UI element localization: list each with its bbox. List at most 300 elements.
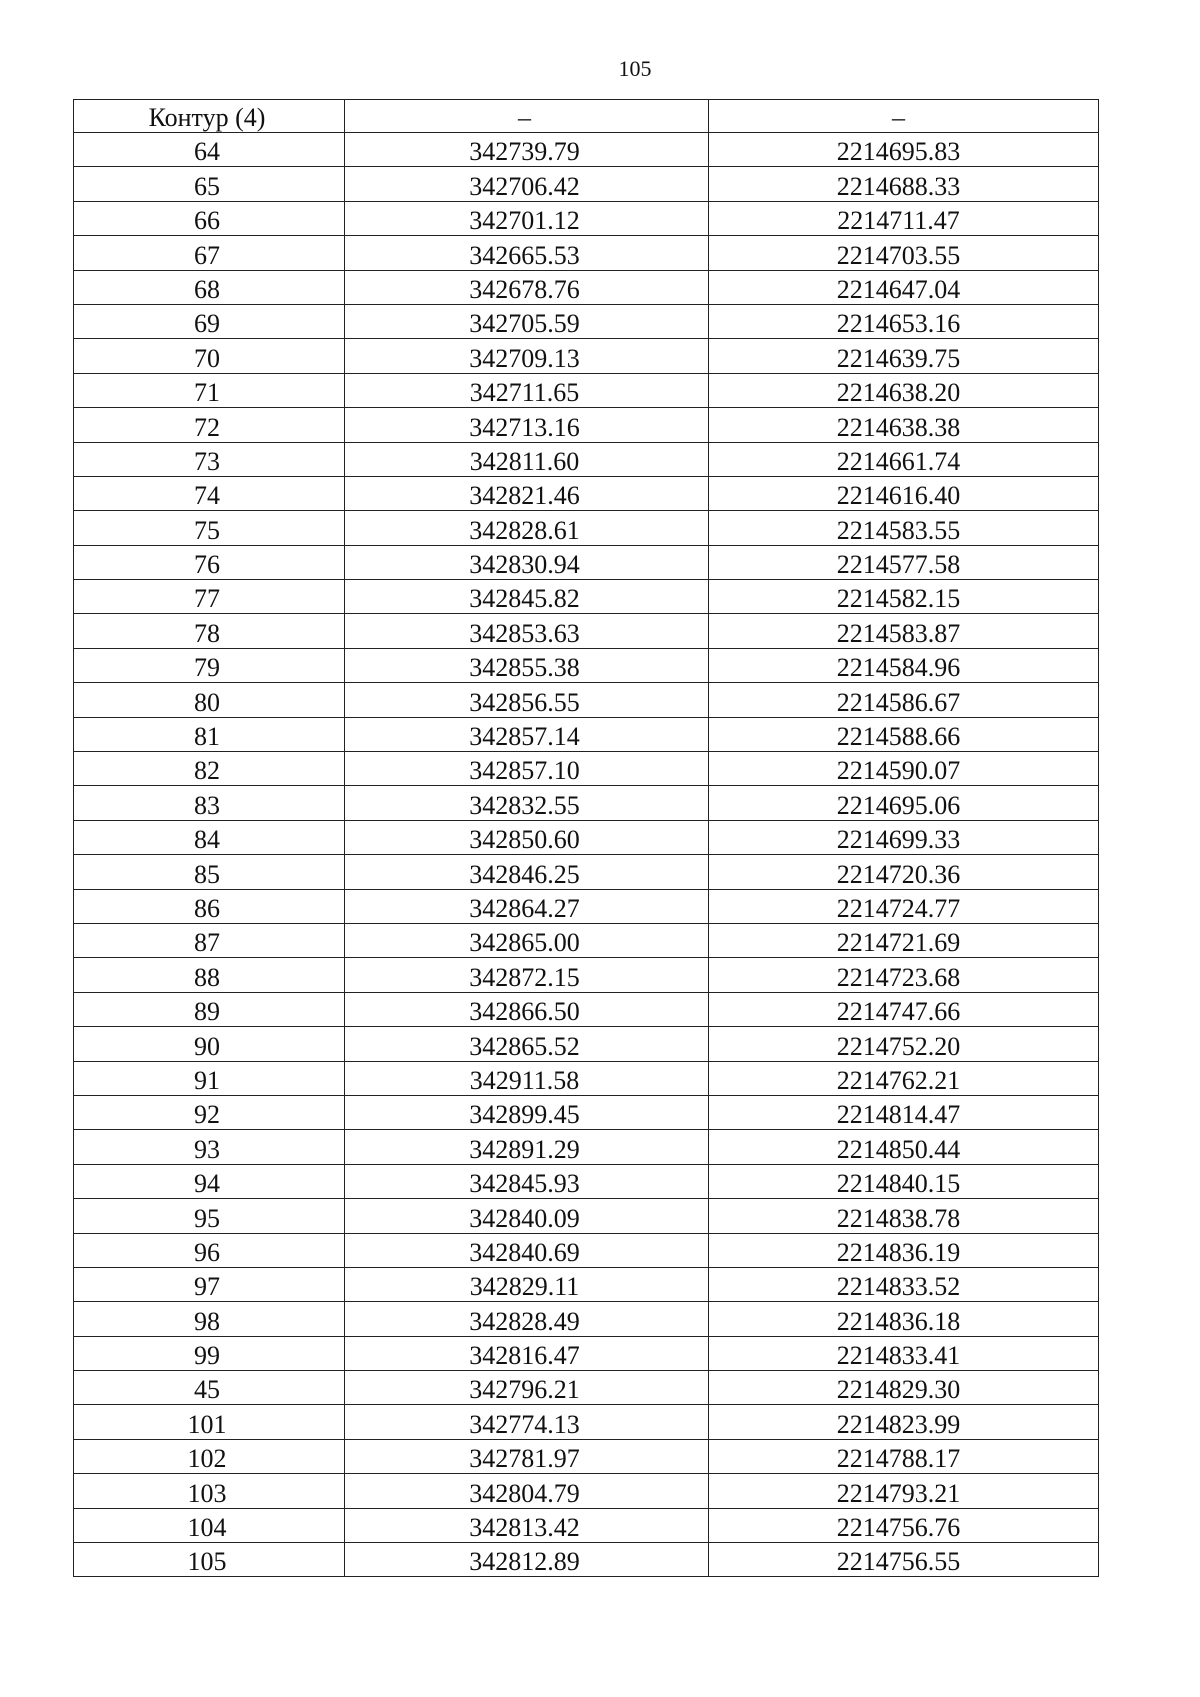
table-row [74,958,1099,992]
point-number-cell [74,923,345,957]
table-row [74,373,1099,407]
point-number: 65 [194,171,220,201]
table-row [74,1405,1099,1439]
coordinate-y-cell [709,408,1099,442]
table-row [74,1267,1099,1301]
table-row [74,648,1099,682]
coordinate-x: 342711.65 [469,378,580,408]
point-number-cell [74,1302,345,1336]
point-number-cell [74,889,345,923]
table-row [74,1543,1099,1577]
point-number-cell [74,786,345,820]
coordinate-x: 342804.79 [469,1478,580,1508]
point-number: 79 [194,653,220,683]
point-number: 84 [194,825,220,855]
table-row [74,1233,1099,1267]
table-row [74,167,1099,201]
coordinate-y: 2214850.44 [836,1134,961,1164]
point-number: 72 [194,412,220,442]
point-number-cell [74,1130,345,1164]
coordinate-x-cell [345,545,709,579]
point-number-cell [74,1543,345,1577]
coordinate-y: 2214661.74 [836,446,961,476]
header-label-contour: Контур (4) [148,103,266,132]
coordinate-x-cell [345,717,709,751]
coordinate-y: 2214583.55 [836,515,961,545]
table-row [74,923,1099,957]
point-number-cell [74,717,345,751]
point-number-cell [74,304,345,338]
coordinate-x: 342813.42 [469,1513,580,1543]
coordinate-x: 342845.93 [469,1169,580,1199]
coordinate-x-cell [345,373,709,407]
point-number: 85 [194,859,220,889]
point-number-cell [74,1095,345,1129]
coordinate-x-cell [345,511,709,545]
point-number: 89 [194,997,220,1027]
table-row [74,580,1099,614]
coordinate-y: 2214577.58 [836,550,961,580]
coordinate-y-cell [709,820,1099,854]
coordinate-x: 342857.14 [469,722,580,752]
coordinate-x: 342857.10 [469,756,580,786]
point-number-cell [74,1336,345,1370]
point-number-cell [74,1405,345,1439]
point-number: 77 [194,584,220,614]
coordinate-y-cell [709,167,1099,201]
coordinate-y-cell [709,717,1099,751]
point-number: 76 [194,550,220,580]
point-number-cell [74,1199,345,1233]
coordinate-x-cell [345,408,709,442]
coordinate-x-cell [345,958,709,992]
table-row [74,889,1099,923]
coordinate-y: 2214833.52 [836,1272,961,1302]
coordinate-y: 2214588.66 [836,722,961,752]
point-number-cell [74,1027,345,1061]
coordinate-y: 2214711.47 [837,206,960,236]
coordinate-x-cell [345,1302,709,1336]
table-row [74,1095,1099,1129]
point-number-cell [74,1061,345,1095]
coordinate-x-cell [345,1439,709,1473]
coordinate-x-cell [345,270,709,304]
point-number: 97 [194,1272,220,1302]
coordinate-x-cell [345,923,709,957]
coordinates-table [73,99,1099,1577]
point-number-cell [74,545,345,579]
page-number: 105 [618,56,652,81]
coordinate-y: 2214582.15 [836,584,961,614]
coordinate-x-cell [345,1508,709,1542]
coordinate-y: 2214721.69 [836,928,961,958]
point-number: 45 [194,1375,220,1405]
coordinate-y: 2214695.06 [836,790,961,820]
coordinate-x: 342828.49 [469,1306,580,1336]
coordinate-y-cell [709,1371,1099,1405]
table-row [74,511,1099,545]
table-row [74,408,1099,442]
coordinate-x-cell [345,1095,709,1129]
point-number: 99 [194,1341,220,1371]
point-number: 73 [194,446,220,476]
coordinate-x-cell [345,820,709,854]
coordinate-y: 2214833.41 [836,1341,961,1371]
coordinate-y: 2214756.55 [836,1547,961,1577]
coordinate-y-cell [709,1095,1099,1129]
table-row [74,1474,1099,1508]
coordinate-x-cell [345,786,709,820]
table-row [74,1371,1099,1405]
coordinate-y: 2214747.66 [836,997,961,1027]
coordinate-y: 2214788.17 [836,1444,961,1474]
coordinate-x-cell [345,339,709,373]
coordinate-y: 2214838.78 [836,1203,961,1233]
coordinate-x: 342891.29 [469,1134,580,1164]
point-number-cell [74,1233,345,1267]
coordinate-x-cell [345,201,709,235]
coordinate-y-cell [709,236,1099,270]
coordinate-x-cell [345,855,709,889]
coordinate-x: 342705.59 [469,309,580,339]
coordinate-x: 342701.12 [469,206,580,236]
coordinate-y: 2214688.33 [836,171,961,201]
coordinate-y-cell [709,1027,1099,1061]
table-row [74,855,1099,889]
point-number-cell [74,339,345,373]
coordinate-x-cell [345,1061,709,1095]
point-number: 68 [194,274,220,304]
coordinate-y-cell [709,1233,1099,1267]
coordinate-y-cell [709,1474,1099,1508]
coordinate-x-cell [345,133,709,167]
coordinate-x: 342665.53 [469,240,580,270]
coordinate-y-cell [709,304,1099,338]
coordinate-y: 2214829.30 [836,1375,961,1405]
table-header-row [74,100,1099,133]
coordinate-x: 342774.13 [469,1409,580,1439]
coordinate-y-cell [709,614,1099,648]
coordinate-y: 2214703.55 [836,240,961,270]
coordinate-y-cell [709,1336,1099,1370]
coordinate-y: 2214836.18 [836,1306,961,1336]
point-number-cell [74,133,345,167]
coordinate-x-cell [345,1543,709,1577]
coordinate-y: 2214647.04 [836,274,961,304]
coordinate-x-cell [345,304,709,338]
point-number-cell [74,373,345,407]
point-number-cell [74,1267,345,1301]
point-number: 104 [187,1513,227,1543]
coordinate-y-cell [709,1439,1099,1473]
coordinate-x-cell [345,614,709,648]
coordinate-y: 2214586.67 [836,687,961,717]
coordinate-x: 342846.25 [469,859,580,889]
coordinate-y-cell [709,580,1099,614]
coordinate-y: 2214720.36 [836,859,961,889]
point-number-cell [74,1371,345,1405]
point-number: 102 [187,1444,227,1474]
table-row [74,1302,1099,1336]
point-number: 98 [194,1306,220,1336]
coordinate-y-cell [709,201,1099,235]
coordinate-y-cell [709,339,1099,373]
point-number-cell [74,442,345,476]
table-row [74,614,1099,648]
point-number: 81 [194,722,220,752]
coordinate-x-cell [345,1233,709,1267]
point-number-cell [74,1439,345,1473]
coordinate-y: 2214814.47 [836,1100,961,1130]
coordinate-y: 2214793.21 [836,1478,961,1508]
coordinate-y-cell [709,752,1099,786]
point-number: 82 [194,756,220,786]
coordinate-y-cell [709,923,1099,957]
point-number: 75 [194,515,220,545]
coordinate-x: 342821.46 [469,481,580,511]
coordinate-y: 2214836.19 [836,1237,961,1267]
point-number-cell [74,614,345,648]
point-number-cell [74,476,345,510]
coordinate-y-cell [709,648,1099,682]
coordinate-x-cell [345,1027,709,1061]
point-number: 78 [194,618,220,648]
coordinate-y: 2214699.33 [836,825,961,855]
table-row [74,1508,1099,1542]
point-number: 80 [194,687,220,717]
table-row [74,442,1099,476]
coordinate-y: 2214616.40 [836,481,961,511]
table-row [74,1027,1099,1061]
point-number-cell [74,683,345,717]
coordinate-x-cell [345,236,709,270]
table-row [74,1199,1099,1233]
coordinate-x: 342850.60 [469,825,580,855]
coordinate-x-cell [345,1199,709,1233]
table-row [74,304,1099,338]
table-row [74,752,1099,786]
header-cell-x [345,100,709,133]
coordinate-y: 2214638.20 [836,378,961,408]
point-number-cell [74,1474,345,1508]
coordinate-x: 342816.47 [469,1341,580,1371]
coordinate-x: 342840.69 [469,1237,580,1267]
point-number-cell [74,408,345,442]
coordinate-x-cell [345,889,709,923]
coordinate-x: 342866.50 [469,997,580,1027]
table-row [74,545,1099,579]
header-cell-contour [74,100,345,133]
point-number: 83 [194,790,220,820]
point-number: 95 [194,1203,220,1233]
table-row [74,1336,1099,1370]
coordinate-x: 342830.94 [469,550,580,580]
coordinate-y-cell [709,1543,1099,1577]
coordinate-y-cell [709,511,1099,545]
coordinate-y: 2214653.16 [836,309,961,339]
coordinate-x-cell [345,580,709,614]
point-number-cell [74,580,345,614]
table-row [74,270,1099,304]
coordinate-y-cell [709,1405,1099,1439]
point-number-cell [74,236,345,270]
coordinate-x: 342865.00 [469,928,580,958]
table-row [74,1439,1099,1473]
coordinate-y-cell [709,133,1099,167]
point-number: 94 [194,1169,220,1199]
coordinate-x: 342781.97 [469,1444,580,1474]
point-number: 69 [194,309,220,339]
coordinate-x-cell [345,1371,709,1405]
coordinate-y: 2214724.77 [836,893,961,923]
point-number: 64 [194,137,220,167]
coordinate-y: 2214638.38 [836,412,961,442]
point-number-cell [74,1508,345,1542]
coordinate-x-cell [345,992,709,1026]
coordinate-x: 342709.13 [469,343,580,373]
coordinate-x: 342706.42 [469,171,580,201]
point-number-cell [74,855,345,889]
point-number-cell [74,270,345,304]
table-row [74,236,1099,270]
coordinate-y-cell [709,1267,1099,1301]
coordinate-y-cell [709,373,1099,407]
coordinate-x-cell [345,1336,709,1370]
coordinate-y: 2214590.07 [836,756,961,786]
coordinate-x: 342796.21 [469,1375,580,1405]
coordinate-x: 342864.27 [469,893,580,923]
coordinate-x: 342840.09 [469,1203,580,1233]
coordinate-x-cell [345,1164,709,1198]
coordinate-x-cell [345,683,709,717]
table-row [74,717,1099,751]
table-row [74,992,1099,1026]
coordinate-y-cell [709,1302,1099,1336]
coordinate-x: 342856.55 [469,687,580,717]
coordinate-y-cell [709,1130,1099,1164]
coordinate-x: 342853.63 [469,618,580,648]
coordinate-y-cell [709,1061,1099,1095]
point-number-cell [74,752,345,786]
point-number: 67 [194,240,220,270]
coordinate-x: 342872.15 [469,962,580,992]
coordinate-x: 342829.11 [469,1272,580,1302]
coordinate-x: 342855.38 [469,653,580,683]
header-label-x: – [518,103,531,132]
point-number-cell [74,992,345,1026]
point-number: 91 [194,1065,220,1095]
coordinate-y-cell [709,1508,1099,1542]
point-number: 88 [194,962,220,992]
point-number: 92 [194,1100,220,1130]
coordinate-y-cell [709,1199,1099,1233]
point-number-cell [74,167,345,201]
point-number-cell [74,958,345,992]
coordinate-y: 2214823.99 [836,1409,961,1439]
table-row [74,339,1099,373]
table-row [74,201,1099,235]
table-row [74,683,1099,717]
table-row [74,1061,1099,1095]
coordinate-x: 342713.16 [469,412,580,442]
point-number: 71 [194,378,220,408]
coordinate-y: 2214695.83 [836,137,961,167]
coordinate-y: 2214639.75 [836,343,961,373]
point-number: 66 [194,206,220,236]
coordinate-x-cell [345,1474,709,1508]
coordinate-x-cell [345,752,709,786]
coordinate-x-cell [345,442,709,476]
point-number-cell [74,511,345,545]
table-row [74,786,1099,820]
coordinate-x-cell [345,1405,709,1439]
table-row [74,1130,1099,1164]
coordinate-y: 2214840.15 [836,1169,961,1199]
coordinate-x-cell [345,648,709,682]
coordinate-y: 2214756.76 [836,1513,961,1543]
coordinate-y-cell [709,889,1099,923]
coordinate-y-cell [709,992,1099,1026]
point-number-cell [74,820,345,854]
coordinate-y-cell [709,958,1099,992]
coordinate-x: 342828.61 [469,515,580,545]
point-number-cell [74,1164,345,1198]
coordinates-table-body [74,100,1099,1577]
table-row [74,476,1099,510]
point-number-cell [74,648,345,682]
coordinate-x: 342678.76 [469,274,580,304]
point-number: 105 [187,1547,227,1577]
point-number-cell [74,201,345,235]
coordinate-y: 2214583.87 [836,618,961,648]
coordinate-x-cell [345,1130,709,1164]
coordinate-x: 342832.55 [469,790,580,820]
table-row [74,1164,1099,1198]
point-number: 70 [194,343,220,373]
coordinate-y: 2214762.21 [836,1065,961,1095]
coordinate-x: 342811.60 [469,446,580,476]
coordinate-x: 342739.79 [469,137,580,167]
coordinate-y-cell [709,442,1099,476]
coordinate-x-cell [345,476,709,510]
point-number: 103 [187,1478,227,1508]
coordinate-y: 2214752.20 [836,1031,961,1061]
coordinate-x: 342911.58 [469,1065,580,1095]
point-number: 101 [187,1409,227,1439]
point-number: 87 [194,928,220,958]
coordinate-x: 342812.89 [469,1547,580,1577]
coordinate-y-cell [709,476,1099,510]
table-row [74,133,1099,167]
point-number: 74 [194,481,220,511]
point-number: 93 [194,1134,220,1164]
point-number: 90 [194,1031,220,1061]
coordinate-y-cell [709,270,1099,304]
coordinate-y: 2214723.68 [836,962,961,992]
coordinate-y-cell [709,786,1099,820]
point-number: 96 [194,1237,220,1267]
coordinate-y-cell [709,1164,1099,1198]
point-number: 86 [194,893,220,923]
table-row [74,820,1099,854]
coordinate-x: 342845.82 [469,584,580,614]
coordinate-x: 342865.52 [469,1031,580,1061]
header-label-y: – [892,103,905,132]
coordinate-y-cell [709,855,1099,889]
coordinate-y-cell [709,545,1099,579]
coordinate-x-cell [345,167,709,201]
coordinate-x-cell [345,1267,709,1301]
